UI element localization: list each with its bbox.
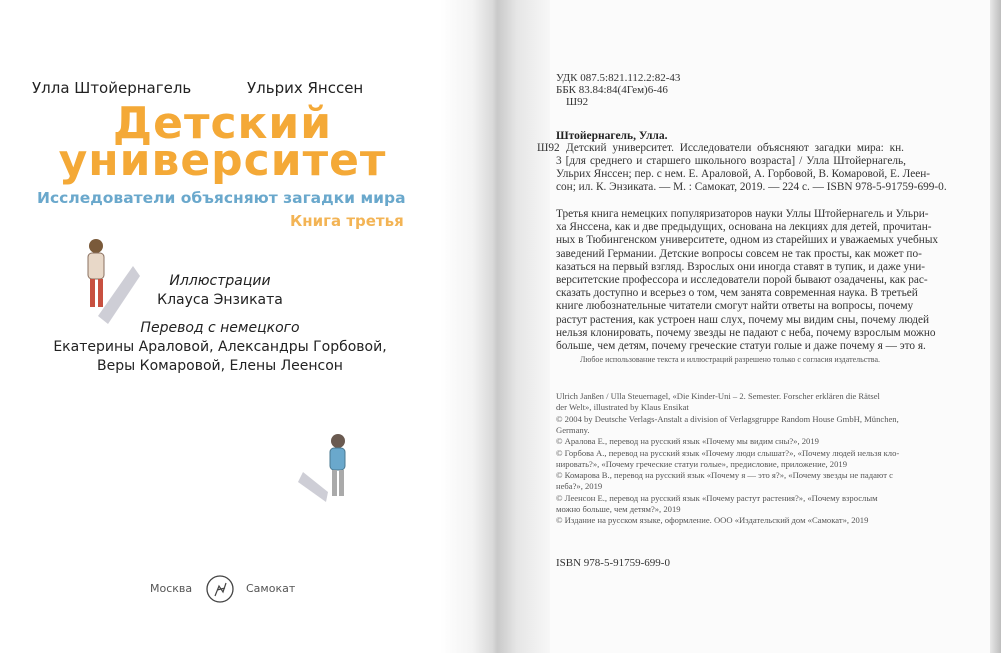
translation-label: Перевод с немецкого (140, 320, 300, 336)
annotation-line: нельзя клонировать, почему звезды не падают с неба, почему взрослым можно (556, 326, 936, 339)
annotation-line: ных в Тюбингенском университете, одном из старейших и уважаемых учебных (556, 234, 939, 247)
rights-notice: Любое использование текста и иллюстраций разрешено только с согласия издательства. (579, 355, 881, 364)
author-1: Улла Штойернагель (32, 79, 192, 97)
entry-heading: Штойернагель, Улла. (556, 130, 668, 142)
entry-line: 3 [для среднего и старшего школьного возраста] / Улла Штойернагель, (556, 155, 906, 167)
child-illustration-icon (298, 432, 358, 504)
copyright-line: © Издание на русском языке, оформление. ООО «Издательский дом «Самокат», 2019 (556, 515, 869, 526)
book-title-line-2: университет (58, 135, 387, 186)
entry-line: Детский университет. Исследователи объясняют загадки мира: кн. (566, 142, 904, 154)
illustrator-name: Клауса Энзиката (157, 292, 283, 308)
bbk-code: ББК 83.84:84(4Гем)6-46 (556, 84, 668, 96)
udk-code: УДК 087.5:821.112.2:82-43 (556, 72, 681, 84)
copyright-line: можно больше, чем детям?», 2019 (556, 504, 681, 514)
translators-line: Екатерины Араловой, Александры Горбовой, (53, 339, 387, 355)
illustrations-label: Иллюстрации (169, 273, 271, 289)
copyright-line: нировать?», «Почему греческие статуи голые», предисловие, приложение, 2019 (556, 458, 847, 469)
copyright-line: © 2004 by Deutsche Verlags-Anstalt a division of Verlagsgruppe Random House GmbH, München, (556, 413, 899, 424)
city-label: Москва (150, 582, 193, 595)
annotation-line: сказать доступно и всерьез о том, чем занята современная наука. В третьей (556, 287, 918, 300)
left-page-title (0, 0, 470, 653)
copyright-line: Germany. (556, 424, 590, 435)
copyright-line: Ulrich Janßen / Ulla Steuernagel, «Die Kinder-Uni – 2. Semester. Forscher erklären die Rätsel (556, 391, 880, 401)
book-number: Книга третья (290, 212, 404, 230)
annotation-line: Третья книга немецких популяризаторов науки Уллы Штойернагель и Ульри- (556, 208, 929, 220)
copyright-line: © Комарова В., перевод на русский язык «Почему я — это я?», «Почему звезды не падают с (556, 470, 893, 481)
annotation-line: больше, чем детям, почему греческие статуи голые и даже почему я — это я. (556, 340, 926, 352)
copyright-line: der Welt», illustrated by Klaus Ensikat (556, 402, 689, 413)
publisher-label: Самокат (246, 582, 296, 595)
copyright-line: © Аралова Е., перевод на русский язык «Почему мы видим сны?», 2019 (556, 436, 819, 447)
page-edge (990, 0, 1001, 653)
annotation-line: ха Янссена, как и две предыдущих, основана на лекциях для детей, прочитан- (556, 221, 932, 234)
annotation-line: книге любознательные читатели смогут найти ответы на вопросы, почему (556, 300, 914, 313)
entry-code: Ш92 (537, 142, 560, 154)
book-subtitle: Исследователи объясняют загадки мира (37, 189, 406, 207)
publisher-logo-icon (205, 574, 235, 604)
entry-line: Ульрих Янссен; пер. с нем. Е. Араловой, А. Горбовой, В. Комаровой, Е. Леен- (556, 168, 931, 180)
book-title-line-1: Детский (112, 98, 333, 149)
translators-line: Веры Комаровой, Елены Леенсон (97, 358, 343, 374)
annotation-line: заведений Германии. Детские вопросы совсем не так просты, как может по- (556, 247, 922, 260)
entry-line: сон; ил. К. Энзиката. — М. : Самокат, 2019. — 224 с. — ISBN 978-5-91759-699-0. (556, 181, 947, 193)
annotation-line: казаться на первый взгляд. Взрослых они иногда ставят в тупик, и даже уни- (556, 260, 926, 273)
copyright-line: © Леенсон Е., перевод на русский язык «Почему растут растения?», «Почему взрослым (556, 492, 878, 503)
isbn: ISBN 978-5-91759-699-0 (556, 557, 670, 569)
annotation-line: верситетские профессора и исследователи порой бывают озадачены, как рас- (556, 274, 928, 286)
annotation-line: растут растения, как устроен наш слух, почему мы видим сны, почему людей (556, 313, 930, 326)
author-sign: Ш92 (566, 96, 589, 108)
book-gutter (440, 0, 550, 653)
copyright-line: неба?», 2019 (556, 481, 603, 492)
copyright-line: © Горбова А., перевод на русский язык «Почему люди слышат?», «Почему людей нельзя кло- (556, 447, 900, 458)
author-2: Ульрих Янссен (247, 79, 364, 97)
